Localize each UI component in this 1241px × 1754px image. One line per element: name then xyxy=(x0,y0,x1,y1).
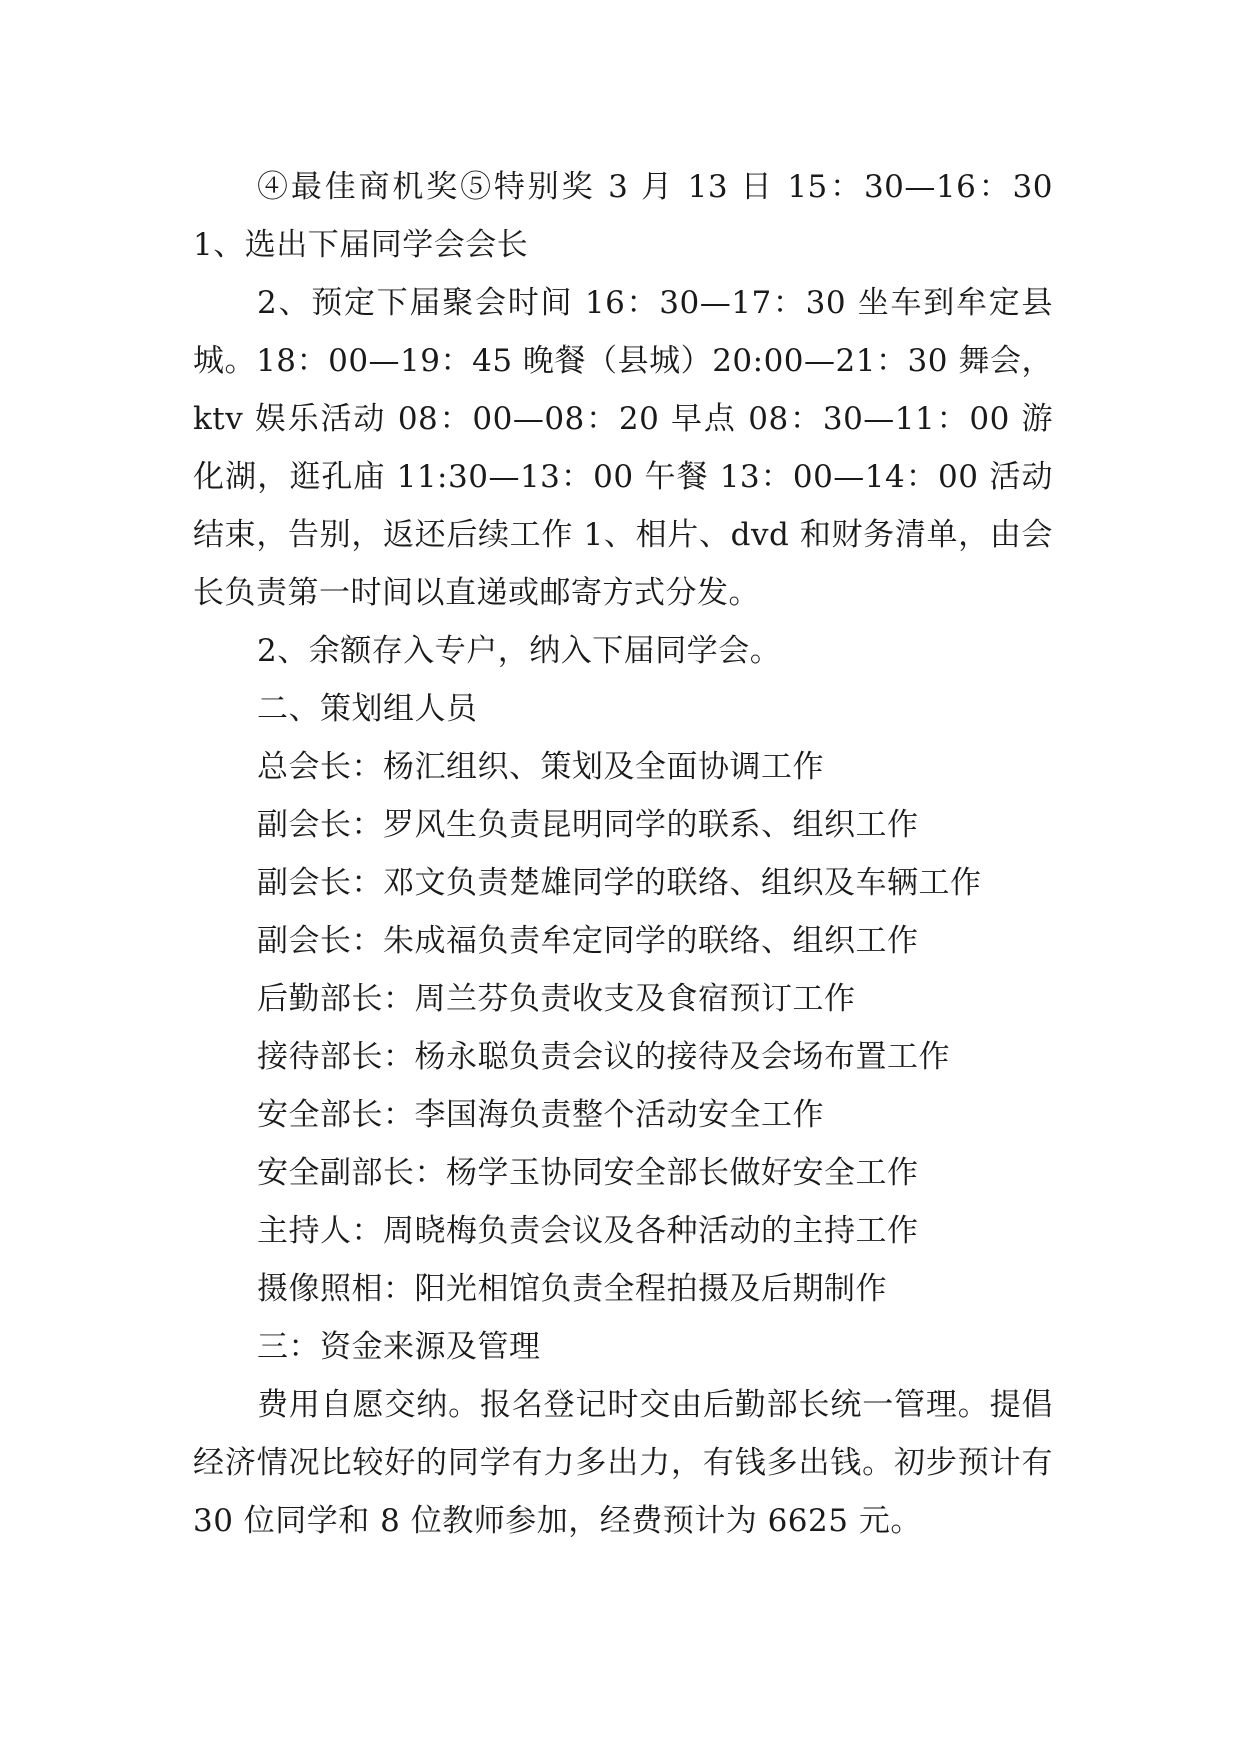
section-heading-planning-team: 二、策划组人员 xyxy=(257,691,478,727)
team-member-host: 主持人：周晓梅负责会议及各种活动的主持工作 xyxy=(257,1213,919,1249)
section-heading-funding: 三：资金来源及管理 xyxy=(257,1329,541,1365)
document-body xyxy=(193,158,1053,1550)
team-member-security: 安全部长：李国海负责整个活动安全工作 xyxy=(257,1097,824,1133)
team-member-vice-president-mouding: 副会长：朱成福负责牟定同学的联络、组织工作 xyxy=(257,923,919,959)
paragraph-itinerary: 2、预定下届聚会时间 16：30—17：30 坐车到牟定县城。18：00—19：45 晚餐（县城）20:00—21：30 舞会，ktv 娱乐活动 08：00—08：20 早点 08：30—11：00 游化湖，逛孔庙 11:30—13：00 午餐 13：00—14：00 活动结束，告别，返还后续工作 1、相片、dvd 和财务清单，由会长负责第一时间以直递或邮寄方式分发。 xyxy=(193,285,1053,611)
team-member-vice-president-chuxiong: 副会长：邓文负责楚雄同学的联络、组织及车辆工作 xyxy=(257,865,982,901)
team-member-photography: 摄像照相：阳光相馆负责全程拍摄及后期制作 xyxy=(257,1271,887,1307)
paragraph-balance: 2、余额存入专户，纳入下届同学会。 xyxy=(257,633,782,669)
team-member-reception: 接待部长：杨永聪负责会议的接待及会场布置工作 xyxy=(257,1039,950,1075)
team-member-logistics: 后勤部长：周兰芬负责收支及食宿预订工作 xyxy=(257,981,856,1017)
paragraph-awards-schedule: ④最佳商机奖⑤特别奖 3 月 13 日 15：30—16：301、选出下届同学会会长 xyxy=(193,169,1053,263)
paragraph-funding-details: 费用自愿交纳。报名登记时交由后勤部长统一管理。提倡经济情况比较好的同学有力多出力，有钱多出钱。初步预计有 30 位同学和 8 位教师参加，经费预计为 6625 元。 xyxy=(193,1387,1053,1539)
team-member-president: 总会长：杨汇组织、策划及全面协调工作 xyxy=(257,749,824,785)
team-member-deputy-security: 安全副部长：杨学玉协同安全部长做好安全工作 xyxy=(257,1155,919,1191)
team-member-vice-president-kunming: 副会长：罗风生负责昆明同学的联系、组织工作 xyxy=(257,807,919,843)
